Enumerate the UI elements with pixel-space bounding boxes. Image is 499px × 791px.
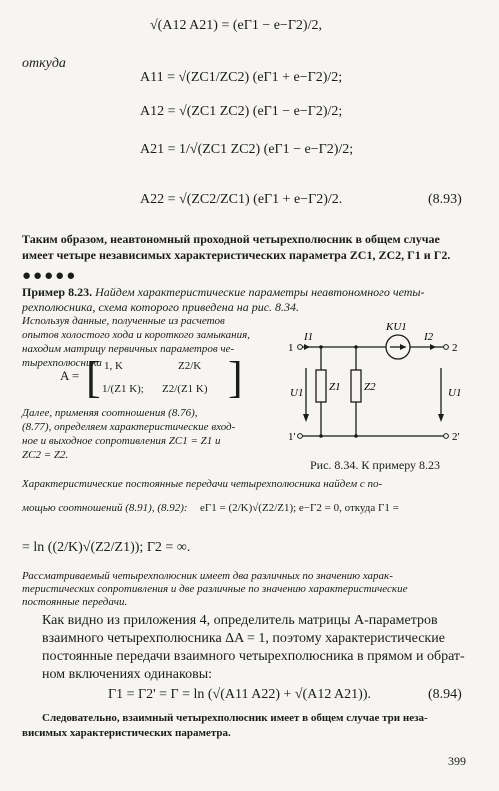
equation-a11: A11 = √(ZC1/ZC2) (eΓ1 + e−Γ2)/2;	[140, 70, 343, 85]
example-header	[22, 285, 425, 300]
circuit-figure	[286, 318, 476, 468]
summary1-line2: имеет четыре независимых характеристических параметра ZC1, ZC2, Γ1 и Γ2.	[22, 248, 451, 262]
after-line: (8.77), определяем характеристические вход-	[22, 421, 236, 433]
example-line1: Найдем характеристические параметры неавтономного четы-	[95, 285, 425, 299]
current-i2: I2	[424, 331, 434, 343]
matrix-label: A =	[60, 368, 80, 383]
summary1-line1: Таким образом, неавтономный проходной четырехполюсник в общем случае	[22, 232, 440, 246]
section-dots: ●●●●●	[22, 268, 78, 284]
page-number: 399	[448, 754, 466, 768]
figure-caption: Рис. 8.34. К примеру 8.23	[310, 458, 441, 472]
consider-line: теристических сопротивления и две различные по значению характеристические	[22, 583, 408, 595]
left-line: Используя данные, полученные из расчетов	[22, 315, 225, 327]
otkuda-label: откуда	[22, 56, 66, 71]
equation-a21: A21 = 1/√(ZC1 ZC2) (eΓ1 − e−Γ2)/2;	[140, 142, 354, 157]
node-2p: 2'	[452, 431, 460, 443]
node-1p: 1'	[288, 431, 296, 443]
voltage-u1: U1	[290, 387, 304, 399]
node-2: 2	[452, 342, 458, 354]
matrix-r1c1: 1, K	[104, 360, 123, 372]
matrix-r2c1: 1/(Z1 K);	[102, 383, 144, 395]
after-line: ное и выходное сопротивления ZC1 = Z1 и	[22, 435, 221, 447]
example-left-text	[22, 314, 282, 370]
current-i1: I1	[304, 331, 314, 343]
equation-894: Γ1 = Γ2' = Γ = ln (√(A11 A22) + √(A12 A21)).	[108, 687, 371, 702]
char-line2: мощью соотношений (8.91), (8.92):	[22, 502, 188, 514]
consider-text	[22, 570, 407, 609]
main-line: ном включениях одинаковы:	[42, 667, 213, 682]
consider-line: постоянные передачи.	[22, 596, 128, 608]
after-line: Далее, применяя соотношения (8.76),	[22, 407, 198, 419]
equation-a12-a21: √(A12 A21) = (eΓ1 − e−Γ2)/2,	[150, 18, 322, 33]
example-title: Пример 8.23.	[22, 285, 93, 299]
equation-number-893: (8.93)	[428, 192, 462, 207]
equation-a12: A12 = √(ZC1 ZC2) (eΓ1 − e−Γ2)/2;	[140, 104, 343, 119]
example-line2: рехполюсника, схема которого приведена на рис. 8.34.	[22, 300, 300, 314]
matrix-r2c2: Z2/(Z1 K)	[162, 383, 208, 395]
example-after-text	[22, 406, 235, 462]
impedance-z2: Z2	[364, 381, 376, 393]
main-line: постоянные передачи взаимного четырехполюсника в прямом и обрат-	[42, 649, 465, 664]
source-label: KU1	[386, 321, 407, 333]
left-line: находим матрицу первичных параметров че-	[22, 343, 235, 355]
left-line: опытов холостого хода и короткого замыкания,	[22, 329, 250, 341]
impedance-z1: Z1	[329, 381, 341, 393]
voltage-u1-out: U1	[448, 387, 462, 399]
summary2-line1: Следовательно, взаимный четырехполюсник имеет в общем случае три неза-	[42, 712, 428, 724]
matrix-bracket-right: ]	[228, 353, 243, 402]
consider-line: Рассматриваемый четырехполюсник имеет два различных по значению харак-	[22, 570, 393, 582]
matrix-r1c2: Z2/K	[178, 360, 202, 372]
matrix-bracket-left: [	[86, 353, 101, 402]
node-1: 1	[288, 342, 294, 354]
main-line: Как видно из приложения 4, определитель матрицы A-параметров	[42, 613, 438, 628]
main-paragraph	[42, 612, 465, 684]
char-line1: Характеристические постоянные передачи четырехполюсника найдем с по-	[22, 478, 383, 490]
left-line: тырехполюсника	[22, 357, 102, 369]
char-equation: eΓ1 = (2/K)√(Z2/Z1); e−Γ2 = 0, откуда Γ1 =	[200, 502, 399, 514]
ln-equation: = ln ((2/K)√(Z2/Z1)); Γ2 = ∞.	[22, 540, 191, 555]
main-line: взаимного четырехполюсника ΔA = 1, поэтому характеристические	[42, 631, 445, 646]
after-line: ZC2 = Z2.	[22, 449, 69, 461]
equation-number-894: (8.94)	[428, 687, 462, 702]
equation-a22: A22 = √(ZC2/ZC1) (eΓ1 + e−Γ2)/2.	[140, 192, 343, 207]
summary2-line2: висимых характеристических параметра.	[22, 727, 231, 739]
